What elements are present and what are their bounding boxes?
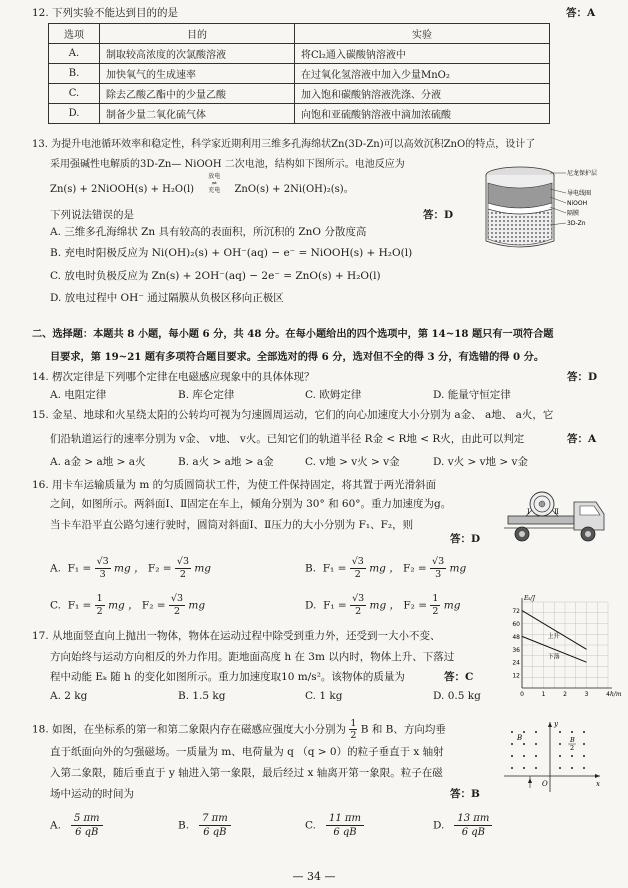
- denominator: 3: [435, 569, 442, 580]
- fraction: [95, 593, 105, 618]
- table-header-row: [49, 24, 550, 44]
- option-f2: F₂ =: [147, 562, 172, 575]
- fig-label-x: x: [596, 780, 600, 788]
- option-t2: mg: [443, 599, 461, 612]
- numerator: 1: [350, 718, 357, 729]
- q15-answer: 答：A: [567, 433, 597, 445]
- option-label: B.: [178, 819, 190, 832]
- q12-stem: 12. 下列实验不能达到目的的是: [32, 7, 179, 19]
- y-axis-label: Eₖ/J: [524, 595, 535, 602]
- fraction: [350, 556, 366, 581]
- table-row: [49, 44, 550, 64]
- q13-prompt: 下列说法错误的是: [50, 209, 134, 221]
- fig-label-y: y: [554, 720, 558, 728]
- q13-answer: 答：D: [423, 209, 454, 221]
- option-f1: F₁ =: [67, 599, 92, 612]
- option-label: A.: [50, 562, 61, 575]
- section2-title-2: 目要求，第 19~21 题有多项符合题目要求。全部选对的得 6 分，选对但不全的得 3 分，有选错的得 0 分。: [50, 351, 545, 363]
- label-coil: 导电线圈: [567, 190, 592, 197]
- y-tick-label: 24: [512, 659, 520, 667]
- table-cell: 将Cl₂通入碳酸钠溶液中: [295, 44, 550, 64]
- option-label: C.: [50, 599, 61, 612]
- q14-stem: 14. 楞次定律是下列哪个定律在电磁感应现象中的具体体现？: [32, 371, 315, 383]
- fig-label-b-left: B: [517, 734, 523, 742]
- option-f2: F₂ =: [141, 599, 166, 612]
- denominator: 2: [96, 606, 103, 617]
- q18-stem-4: 场中运动的时间为: [50, 788, 134, 800]
- q17-stem-3: 程中动能 Eₖ 随 h 的变化如图所示。重力加速度取10 m/s²。该物体的质量为: [50, 671, 405, 683]
- option-label: D.: [433, 819, 445, 832]
- page-number: — 34 —: [292, 870, 336, 883]
- q16-stem-2: 之间，如图所示。两斜面Ⅰ、Ⅱ固定在车上，倾角分别为 30° 和 60°。重力加速度为g。: [50, 498, 452, 510]
- option-label: B.: [305, 562, 317, 575]
- q16-option-b: [305, 556, 466, 581]
- q13-option-a: A. 三维多孔海绵状 Zn 具有较高的表面积，所沉积的 ZnO 分散度高: [50, 226, 367, 238]
- option-t1: mg ，: [369, 562, 400, 575]
- numerator: 13 πm: [454, 812, 492, 826]
- fig-label-origin: O: [542, 780, 548, 788]
- q18-stem-1: [32, 718, 446, 741]
- fraction: [175, 556, 191, 581]
- table-cell: 在过氧化氢溶液中加入少量MnO₂: [295, 64, 550, 84]
- q18-stem-2: 直于纸面向外的匀强磁场。一质量为 m、电荷量为 q （q > 0）的粒子垂直于 x 轴射: [50, 746, 444, 758]
- q14-option-a: A. 电阻定律: [50, 389, 107, 401]
- table-cell: 加入饱和碳酸钠溶液洗涤、分液: [295, 84, 550, 104]
- numerator: √3: [352, 593, 365, 604]
- q13-option-c: C. 放电时负极反应为 Zn(s) + 2OH⁻(aq) − 2e⁻ = ZnO(s) + H₂O(l): [50, 270, 381, 282]
- fraction: [430, 593, 440, 618]
- table-header-cell: 实验: [295, 24, 550, 44]
- fraction: [169, 593, 185, 618]
- series-label: 下落: [547, 653, 560, 661]
- option-f1: F₁ =: [67, 562, 92, 575]
- option-t1: mg ，: [114, 562, 145, 575]
- fraction: [95, 556, 111, 581]
- denominator: 2: [354, 569, 361, 580]
- option-f1: F₁ =: [322, 562, 347, 575]
- table-cell: 加快氧气的生成速率: [100, 64, 295, 84]
- q14-option-b: B. 库仑定律: [178, 389, 235, 401]
- fraction: [349, 718, 357, 741]
- table-cell: 制备少量二氧化硫气体: [100, 104, 295, 124]
- fraction: [199, 812, 231, 839]
- x-tick-label: 1: [541, 691, 546, 698]
- q12-table: [48, 23, 550, 124]
- numerator: √3: [170, 593, 184, 604]
- q16-answer: 答：D: [450, 533, 481, 545]
- slope-2-label: Ⅱ: [554, 508, 559, 516]
- q17-option-c: C. 1 kg: [305, 690, 343, 702]
- magnetic-field-figure: [500, 718, 604, 796]
- q18-option-d: [433, 812, 492, 839]
- q16-stem-3: 当卡车沿平直公路匀速行驶时，圆筒对斜面Ⅰ、Ⅱ压力的大小分别为 F₁、F₂，则: [50, 519, 414, 531]
- q16-option-d: [305, 593, 460, 618]
- numerator: 1: [432, 593, 439, 604]
- q17-option-a: A. 2 kg: [50, 690, 88, 702]
- numerator: 11 πm: [326, 812, 364, 826]
- table-cell: 除去乙酸乙酯中的少量乙酸: [100, 84, 295, 104]
- q16-stem-1: 16. 用卡车运输质量为 m 的匀质圆筒状工件，为使工件保持固定，将其置于两光滑斜面: [32, 479, 437, 491]
- q13-option-b: B. 充电时阳极反应为 Ni(OH)₂(s) + OH⁻(aq) − e⁻ = NiOOH(s) + H₂O(l): [50, 247, 413, 259]
- q14-option-c: C. 欧姆定律: [305, 389, 362, 401]
- fraction: [430, 556, 446, 581]
- label-separator: 隔膜: [567, 210, 580, 217]
- table-header-cell: 目的: [100, 24, 295, 44]
- y-tick-label: 36: [512, 646, 520, 654]
- q15-option-a: A. a金 > a地 > a火: [50, 456, 146, 468]
- denominator: 6 qB: [203, 827, 227, 838]
- table-cell: C.: [49, 84, 100, 104]
- x-tick-label: 2: [563, 691, 567, 698]
- option-label: A.: [50, 819, 61, 832]
- numerator: 5 πm: [71, 812, 103, 826]
- q14-option-d: D. 能量守恒定律: [433, 389, 511, 401]
- reaction-right: ZnO(s) + 2Ni(OH)₂(s)。: [234, 184, 354, 195]
- y-tick-label: 48: [512, 633, 520, 641]
- option-f2: F₂ =: [403, 599, 428, 612]
- slope-1-label: Ⅰ: [527, 508, 530, 516]
- numerator: √3: [432, 556, 445, 567]
- y-tick-label: 12: [512, 672, 520, 680]
- denominator: 2: [432, 606, 439, 617]
- q15-stem-2: 们沿轨道运行的速率分别为 v金、 v地、 v火。已知它们的轨道半径 R金 < R地 < R火，由此可以判定: [50, 433, 525, 445]
- q15-option-c: C. v地 > v火 > v金: [305, 456, 400, 468]
- denominator: 2: [173, 606, 180, 617]
- table-row: [49, 104, 550, 124]
- ek-h-chart: [500, 592, 626, 708]
- q18-answer: 答：B: [450, 788, 480, 800]
- numerator: 7 πm: [199, 812, 231, 826]
- q16-option-c: [50, 593, 205, 618]
- label-3dzn: 3D-Zn: [567, 220, 586, 227]
- fraction: [350, 593, 366, 618]
- q17-option-d: D. 0.5 kg: [433, 690, 481, 702]
- q17-stem-2: 方向始终与运动方向相反的外力作用。距地面高度 h 在 3m 以内时，物体上升、下落过: [50, 651, 455, 663]
- q13-option-d: D. 放电过程中 OH⁻ 通过隔膜从负极区移向正极区: [50, 292, 284, 304]
- reaction-left: Zn(s) + 2NiOOH(s) + H₂O(l): [50, 184, 195, 195]
- q13-stem-1: 13. 为提升电池循环效率和稳定性，科学家近期利用三维多孔海绵状Zn(3D-Zn)可以高效沉积ZnO的特点，设计了: [32, 139, 536, 150]
- table-cell: 向饱和亚硫酸钠溶液中滴加浓硫酸: [295, 104, 550, 124]
- option-label: C.: [305, 819, 316, 832]
- fig-label-b-right-den: 2: [570, 744, 575, 752]
- option-t1: mg ，: [108, 599, 139, 612]
- label-niooh: NiOOH: [567, 200, 588, 207]
- numerator: √3: [176, 556, 189, 567]
- q15-option-b: B. a火 > a地 > a金: [178, 456, 274, 468]
- arrow-top-label: 放电: [208, 173, 221, 180]
- q18-stem-1a: 18. 如图，在坐标系的第一和第二象限内存在磁感应强度大小分别为: [32, 723, 347, 736]
- q16-option-a: [50, 556, 211, 581]
- option-f1: F₁ =: [323, 599, 347, 612]
- q18-stem-3: 入第二象限，随后垂直于 y 轴进入第一象限，最后经过 x 轴离开第一象限。粒子在磁: [50, 767, 443, 779]
- option-f2: F₂ =: [403, 562, 427, 575]
- q18-option-c: [305, 812, 364, 839]
- denominator: 6 qB: [75, 827, 99, 838]
- q13-reaction: [50, 173, 354, 200]
- denominator: 2: [350, 730, 357, 741]
- denominator: 3: [99, 569, 106, 580]
- q17-stem-1: 17. 从地面竖直向上抛出一物体，物体在运动过程中除受到重力外，还受到一大小不变、: [32, 630, 441, 642]
- denominator: 2: [179, 569, 186, 580]
- q13-stem-2: 采用强碱性电解质的3D-Zn— NiOOH 二次电池，结构如下图所示。电池反应为: [50, 159, 405, 170]
- q18-option-a: [50, 812, 103, 839]
- q17-option-b: B. 1.5 kg: [178, 690, 226, 702]
- fig-label-b-right: B: [570, 736, 575, 744]
- x-tick-label: 4: [606, 691, 610, 698]
- q14-answer: 答：D: [567, 371, 598, 383]
- q18-stem-1b: B 和 B、方向均垂: [360, 723, 446, 736]
- x-axis-label: h/m: [610, 691, 622, 698]
- denominator: 6 qB: [333, 827, 357, 838]
- section2-title: 二、选择题：本题共 8 小题，每小题 6 分，共 48 分。在每小题给出的四个选项中，第 14~18 题只有一项符合题: [32, 328, 554, 340]
- table-header-cell: 选项: [49, 24, 100, 44]
- denominator: 6 qB: [461, 827, 486, 838]
- table-row: [49, 84, 550, 104]
- denominator: 2: [355, 606, 362, 617]
- table-cell: B.: [49, 64, 100, 84]
- y-tick-label: 72: [512, 608, 520, 616]
- q17-answer: 答：C: [444, 671, 474, 683]
- q15-stem-1: 15. 金星、地球和火星绕太阳的公转均可视为匀速圆周运动，它们的向心加速度大小分别为 a金、 a地、 a火，它: [32, 409, 554, 421]
- numerator: √3: [96, 556, 109, 567]
- option-t1: mg ，: [369, 599, 401, 612]
- x-tick-label: 0: [520, 691, 524, 698]
- q15-option-d: D. v火 > v地 > v金: [433, 456, 528, 468]
- q12-answer: 答：A: [566, 7, 596, 19]
- y-tick-label: 60: [512, 621, 520, 628]
- reaction-arrow: 放电 ⇌ 充电: [208, 173, 221, 194]
- fraction: [454, 812, 492, 839]
- fraction: [326, 812, 364, 839]
- truck-figure: [500, 478, 612, 550]
- option-t2: mg: [194, 562, 212, 575]
- fraction: [71, 812, 103, 839]
- table-cell: A.: [49, 44, 100, 64]
- x-tick-label: 3: [584, 691, 589, 698]
- numerator: 1: [96, 593, 103, 604]
- numerator: √3: [351, 556, 364, 567]
- table-row: [49, 64, 550, 84]
- table-cell: 制取较高浓度的次氯酸溶液: [100, 44, 295, 64]
- series-label: 上升: [547, 632, 560, 640]
- q18-option-b: [178, 812, 231, 839]
- battery-diagram: [478, 163, 608, 255]
- option-t2: mg: [188, 599, 206, 612]
- option-t2: mg: [449, 562, 467, 575]
- label-nylon: 尼龙保护层: [567, 170, 598, 177]
- option-label: D.: [305, 599, 317, 612]
- arrow-bottom-label: 充电: [208, 187, 221, 194]
- table-cell: D.: [49, 104, 100, 124]
